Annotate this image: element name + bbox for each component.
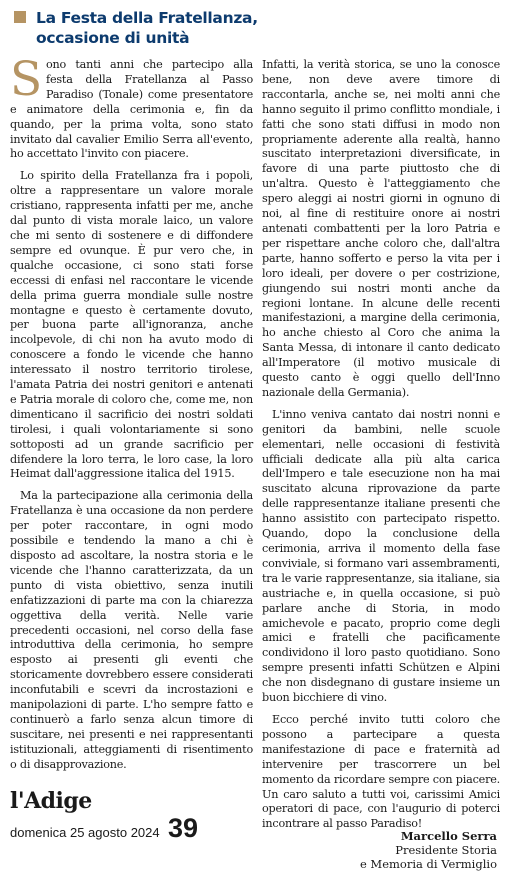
drop-cap: S (10, 52, 42, 107)
newspaper-logo: l'Adige (10, 788, 92, 814)
article-title (36, 8, 494, 48)
title-marker (14, 11, 26, 23)
title-line-2: occasione di unità (36, 29, 190, 47)
paragraph-1-text: ono tanti anni che partecipo alla festa della Fratellanza al Passo Paradiso (Tonale) come presentatore e animatore della cerimonia e, fin da quando, per la prima volta, sono stato invitato dal cavalier Emilio Serra all'evento, ho accettato l'invito con piacere. (10, 58, 253, 161)
author-signature (360, 829, 497, 871)
paragraph-1 (10, 52, 253, 162)
paragraph-4: Infatti, la verità storica, se uno la conosce bene, non deve avere timore di raccontarla, anche se, nei molti anni che hanno seguito il primo conflitto mondiale, i fatti che sono stati diffusi in modo non propriamente aderente alla realtà, hanno suscitato interpretazioni diversificate, in favore di una parte piuttosto che di un'altra. Questo è l'atteggiamento che spero aleggi ai nostri giorni in ognuno di noi, al fine di restituire onore ai nostri antenati combattenti per la loro Patria e per rispettare anche coloro che, dall'altra parte, hanno sofferto e perso la vita per i loro ideali, per dovere o per costrizione, giungendo sui nostri monti anche da regioni lontane. In alcune delle recenti manifestazioni, a margine della cerimonia, ho anche chiesto al Coro che anima la Santa Messa, di intonare il canto dedicato all'Imperatore (il motivo musicale di questo canto è oggi quello dell'Inno nazionale della Germania). (262, 58, 500, 399)
paragraph-2: Lo spirito della Fratellanza fra i popoli, oltre a rappresentare un valore morale cristiano, rappresenta infatti per me, anche dal punto di vista morale laico, un valore che mi sento di sostenere e di diffondere sempre ed ovunque. È pur vero che, in qualche occasione, ci sono stati forse eccessi di enfasi nel raccontare le vicende della prima guerra mondiale sulle nostre montagne e questo è certamente dovuto, per buona parte all'ignoranza, anche incolpevole, di chi non ha avuto modo di conoscere a fondo le vicende che hanno interessato il nostro territorio tirolese, l'amata Patria dei nostri genitori e antenati e Patria morale di coloro che, come me, non dimenticano il sacrificio dei nostri soldati tirolesi, i quali volontariamente si sono sottoposti ad un grande sacrificio per difendere la loro terra, le loro case, la loro Heimat dall'aggressione italica del 1915. (10, 169, 253, 481)
article-column-left (10, 52, 253, 780)
paragraph-5: L'inno veniva cantato dai nostri nonni e genitori da bambini, nelle scuole elementari, nelle occasioni di festività ufficiali dedicate alla più alta carica dell'Impero e tale esecuzione non ha mai suscitato alcuna riprovazione da parte delle rappresentanze italiane presenti che hanno assistito con partecipato rispetto. Quando, dopo la conclusione della cerimonia, arriva il momento della fase conviviale, si formano vari assembramenti, tra le varie rappresentanze, sia italiane, sia austriache e, in quella occasione, si può parlare anche di Storia, in modo amichevole e pacato, proprio come degli amici e fratelli che pacificamente condividono il loro pasto quotidiano. Sono sempre presenti infatti Schützen e Alpini che non disdegnano di gustare insieme un buon bicchiere di vino. (262, 407, 500, 705)
article-column-right (262, 58, 500, 839)
paragraph-3: Ma la partecipazione alla cerimonia della Fratellanza è una occasione da non perdere per poter raccontare, in ogni modo possibile e tendendo la mano a chi è disposto ad ascoltare, la nostra storia e le vicende che l'hanno caratterizzata, da un punto di vista obiettivo, senza inutili enfatizzazioni di parte ma con la chiarezza oggettiva della verità. Nelle varie precedenti occasioni, nel corso della fase introduttiva della cerimonia, ho sempre esposto ai presenti gli eventi che storicamente dovrebbero essere considerati inconfutabili e scevri da incrostazioni e manipolazioni di parte. L'ho sempre fatto e continuerò a farlo senza alcun timore di suscitare, nei presenti e nei rappresentanti istituzionali, atteggiamenti di risentimento o di disapprovazione. (10, 489, 253, 771)
author-role: Presidente Storia (395, 843, 497, 857)
author-name: Marcello Serra (400, 829, 497, 843)
paragraph-6: Ecco perché invito tutti coloro che possono a partecipare a questa manifestazione di pace e fraternità ad intervenire per trascorrere un bel momento da ricordare sempre con piacere. Un caro saluto a tutti voi, carissimi Amici operatori di pace, con l'augurio di poterci incontrare al passo Paradiso! (262, 712, 500, 831)
title-line-1: La Festa della Fratellanza, (36, 9, 258, 27)
publication-date: domenica 25 agosto 2024 (10, 825, 160, 840)
article-header (14, 8, 494, 48)
page-number: 39 (168, 813, 199, 843)
author-organization: e Memoria di Vermiglio (359, 857, 497, 871)
